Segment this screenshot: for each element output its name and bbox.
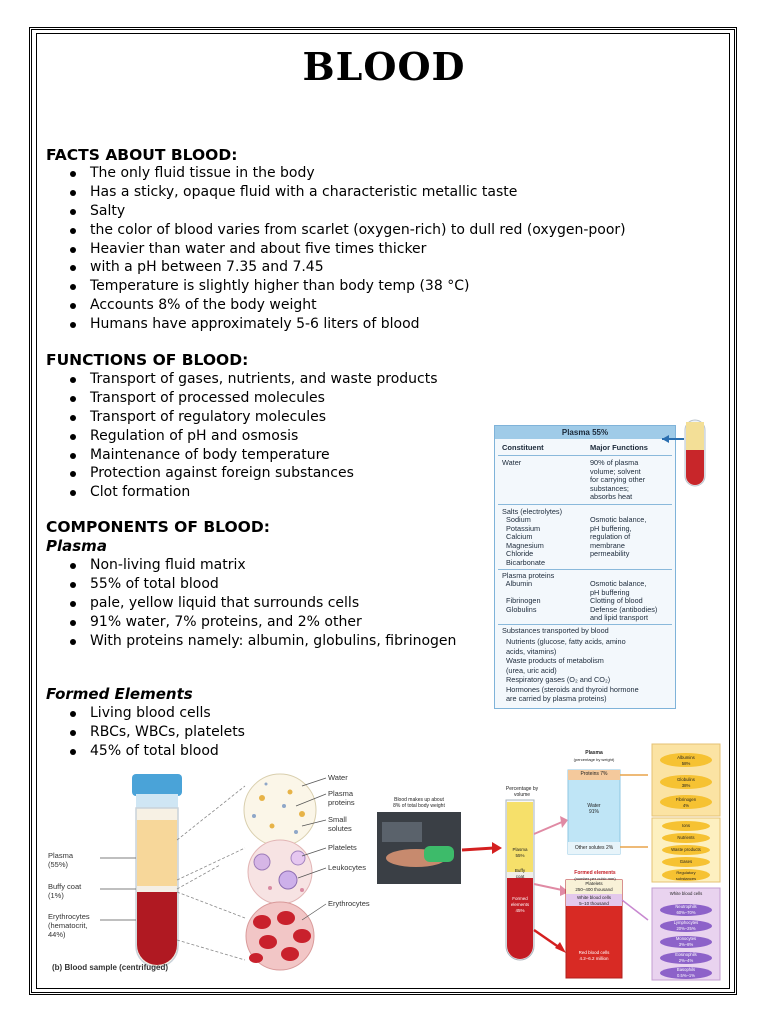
bullet-icon: [70, 265, 76, 271]
water-function: 90% of plasma volume; solvent for carrying other substances; absorbs heat: [590, 458, 646, 501]
components-heading: COMPONENTS OF BLOOD:: [46, 518, 270, 536]
list-item: pale, yellow liquid that surrounds cells: [66, 594, 456, 613]
list-item: RBCs, WBCs, platelets: [66, 723, 245, 742]
label-erythrocytes-44: Erythrocytes (hematocrit, 44%): [48, 912, 90, 939]
label-platelets: Platelets: [328, 843, 357, 852]
facts-list: [66, 164, 626, 334]
proteins-list: Albumin Fibrinogen Globulins: [505, 579, 541, 614]
gases: Gases: [679, 859, 693, 864]
waste-products: Waste products: [671, 847, 701, 852]
bullet-icon: [70, 601, 76, 607]
list-item: Transport of gases, nutrients, and waste products: [66, 370, 438, 389]
salts-list: Sodium Potassium Calcium Magnesium Chloride Bicarbonate: [506, 515, 545, 567]
rbc-count: Red blood cells 4.2–6.2 million: [578, 950, 610, 961]
list-item: Salty: [66, 202, 626, 221]
functions-list: [66, 370, 438, 502]
list-item: with a pH between 7.35 and 7.45: [66, 258, 626, 277]
list-item: Transport of regulatory molecules: [66, 408, 438, 427]
bullet-icon: [70, 171, 76, 177]
eosinophils: Eosinophils 2%–4%: [675, 952, 697, 963]
bullet-icon: [70, 453, 76, 459]
plasma-table: [494, 425, 676, 709]
label-water: Water: [328, 773, 348, 782]
divider: [498, 455, 672, 456]
regulatory-substances: Regulatory substances: [675, 870, 697, 881]
plasma-box-subtitle: (percentage by weight): [573, 757, 615, 762]
formed-elements-list: [66, 704, 245, 761]
divider: [498, 569, 672, 570]
bullet-icon: [70, 247, 76, 253]
bullet-icon: [70, 620, 76, 626]
list-item: 45% of total blood: [66, 742, 245, 761]
bullet-icon: [70, 377, 76, 383]
bullet-icon: [70, 303, 76, 309]
plasma-table-title: Plasma 55%: [495, 426, 675, 439]
label-plasma-55: Plasma (55%): [48, 851, 74, 869]
list-item: Accounts 8% of the body weight: [66, 296, 626, 315]
photo-caption: Blood makes up about 8% of total body weight: [393, 797, 445, 809]
platelets-count: Platelets 250–400 thousand: [575, 881, 613, 892]
list-item: Has a sticky, opaque fluid with a characteristic metallic taste: [66, 183, 626, 202]
buffy-coat-layer: [137, 886, 177, 892]
bullet-icon: [70, 228, 76, 234]
col-functions: Major Functions: [590, 443, 648, 452]
list-item: Temperature is slightly higher than body temp (38 °C): [66, 277, 626, 296]
proteins-function: Osmotic balance, pH buffering Clotting of blood Defense (antibodies) and lipid transport: [590, 579, 658, 622]
tube-cap: [132, 774, 182, 796]
monocytes: Monocytes 3%–8%: [675, 936, 697, 947]
figure-caption: (b) Blood sample (centrifuged): [52, 963, 168, 972]
wbc-panel-title: White blood cells: [669, 891, 703, 896]
bullet-icon: [70, 322, 76, 328]
salts-label: Salts (electrolytes): [502, 507, 563, 516]
salts-function: Osmotic balance, pH buffering, regulation of membrane permeability: [590, 515, 647, 558]
basophils: Basophils 0.5%–1%: [676, 967, 696, 978]
page-title: BLOOD: [302, 44, 466, 89]
proteins-label: Plasma proteins: [502, 571, 555, 580]
list-item: Heavier than water and about five times thicker: [66, 240, 626, 259]
divider: [498, 504, 672, 505]
facts-heading: FACTS ABOUT BLOOD:: [46, 146, 238, 164]
bullet-icon: [70, 749, 76, 755]
list-item: With proteins namely: albumin, globulins, fibrinogen: [66, 632, 456, 651]
list-item: Clot formation: [66, 483, 438, 502]
bullet-icon: [70, 415, 76, 421]
label-leukocytes: Leukocytes: [328, 863, 366, 872]
erythrocyte-layer: [137, 892, 177, 965]
fibrinogen: Fibrinogen 4%: [675, 797, 697, 808]
wbc-count: White blood cells 5–10 thousand: [576, 895, 612, 906]
bullet-icon: [70, 490, 76, 496]
list-item: Maintenance of body temperature: [66, 446, 438, 465]
plasma-box-title: Plasma: [585, 750, 603, 756]
list-item: Non-living fluid matrix: [66, 556, 456, 575]
list-item: Protection against foreign substances: [66, 464, 438, 483]
divider: [498, 624, 672, 625]
list-item: Humans have approximately 5-6 liters of blood: [66, 315, 626, 334]
transported-label: Substances transported by blood: [502, 626, 609, 635]
percentage-by-volume-label: Percentage by volume: [505, 786, 539, 798]
list-item: Living blood cells: [66, 704, 245, 723]
bullet-icon: [70, 190, 76, 196]
plasma-layer: [137, 820, 177, 886]
label-plasma-proteins: Plasma proteins: [328, 789, 355, 807]
functions-heading: FUNCTIONS OF BLOOD:: [46, 351, 249, 369]
bullet-icon: [70, 711, 76, 717]
transported-list: Nutrients (glucose, fatty acids, amino acids, vitamins) Waste products of metabolism (urea, uric acid) Respiratory gases (O₂ and CO₂) Hormones (steroids and thyroid hormone are carried by plasma proteins): [506, 637, 639, 703]
list-item: The only fluid tissue in the body: [66, 164, 626, 183]
bullet-icon: [70, 730, 76, 736]
label-buffy-coat: Buffy coat (1%): [48, 882, 82, 900]
formed-elements-title: Formed elements: [574, 870, 616, 876]
list-item: 91% water, 7% proteins, and 2% other: [66, 613, 456, 632]
bullet-icon: [70, 563, 76, 569]
bullet-icon: [70, 582, 76, 588]
bullet-icon: [70, 284, 76, 290]
other-solutes-2: Other solutes 2%: [574, 845, 614, 851]
globulins: Globulins 38%: [677, 777, 695, 788]
plasma-list: [66, 556, 456, 650]
nutrients: Nutrients: [677, 835, 695, 840]
list-item: Regulation of pH and osmosis: [66, 427, 438, 446]
tube-formed-label: Formed elements 45%: [510, 896, 530, 913]
bullet-icon: [70, 396, 76, 402]
list-item: Transport of processed molecules: [66, 389, 438, 408]
list-item: 55% of total blood: [66, 575, 456, 594]
bullet-icon: [70, 434, 76, 440]
bullet-icon: [70, 471, 76, 477]
test-tube-icon: [660, 418, 716, 494]
tube-plasma-label: Plasma 55%: [512, 847, 528, 858]
water-label: Water: [502, 458, 522, 467]
formed-elements-subheading: Formed Elements: [46, 685, 193, 703]
albumins: Albumins 58%: [677, 755, 695, 766]
ions: Ions: [681, 823, 691, 828]
label-erythrocytes: Erythrocytes: [328, 899, 370, 908]
bullet-icon: [70, 209, 76, 215]
plasma-subheading: Plasma: [46, 537, 107, 555]
bullet-icon: [70, 639, 76, 645]
col-constituent: Constituent: [502, 443, 544, 452]
label-small-solutes: Small solutes: [328, 815, 352, 833]
lymphocytes: Lymphocytes 20%–25%: [673, 920, 699, 931]
neutrophils: Neutrophils 60%–70%: [675, 904, 697, 915]
buffy-coat-magnified-circle: [248, 840, 312, 904]
water-91: Water 91%: [587, 803, 601, 815]
list-item: the color of blood varies from scarlet (oxygen-rich) to dull red (oxygen-poor): [66, 221, 626, 240]
formed-elements-subtitle: (number per cubic mm): [574, 876, 616, 881]
tube-buffy-label: Buffy coat: [514, 868, 526, 879]
proteins-7: Proteins 7%: [580, 771, 608, 777]
